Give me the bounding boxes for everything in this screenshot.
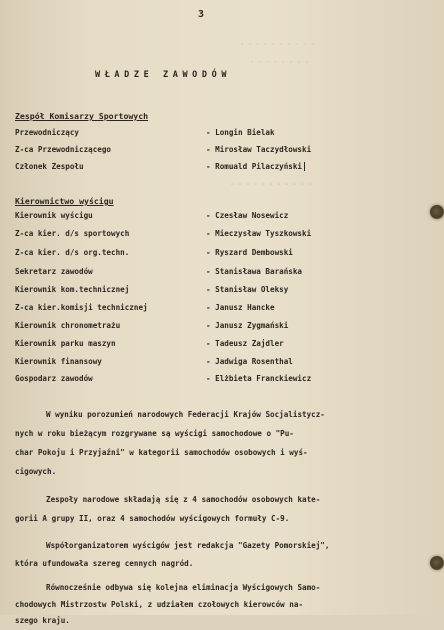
management-row bbox=[15, 267, 425, 281]
show-through: - - - - - - - - - - - bbox=[230, 180, 313, 188]
person-name: - Elżbieta Franckiewicz bbox=[206, 374, 312, 383]
person-name: - Tadeusz Zajdler bbox=[206, 339, 284, 348]
role-label: Kierownik chronometrażu bbox=[15, 321, 121, 330]
role-label: Przewodniczący bbox=[15, 128, 80, 137]
role-label: Z-ca kier. d/s org.techn. bbox=[15, 248, 130, 257]
management-row bbox=[15, 339, 425, 353]
paragraph-line: Równocześnie odbywa się kolejna eliminacja Wyścigowych Samo- bbox=[46, 583, 321, 592]
management-row bbox=[15, 303, 425, 317]
paragraph-line: nych w roku bieżącym rozgrywane są wyścigi samochodowe o "Pu- bbox=[15, 429, 294, 438]
management-row bbox=[15, 211, 425, 225]
paragraph-line: W wyniku porozumień narodowych Federacji Krajów Socjalistycz- bbox=[46, 410, 325, 419]
commissioner-row bbox=[15, 128, 425, 142]
management-heading: Kierownictwo wyścigu bbox=[15, 196, 114, 206]
role-label: Z-ca kier.komisji technicznej bbox=[15, 303, 148, 312]
commissioner-row bbox=[15, 145, 425, 159]
person-name: - Ryszard Dembowski bbox=[206, 248, 293, 257]
person-name: - Stanisław Oleksy bbox=[206, 285, 289, 294]
person-name: - Stanisława Barańska bbox=[206, 267, 303, 276]
management-row bbox=[15, 374, 425, 388]
management-row bbox=[15, 321, 425, 335]
role-label: Kierownik parku maszyn bbox=[15, 339, 116, 348]
paragraph-line: Zespoły narodowe składają się z 4 samochodów osobowych kate- bbox=[46, 495, 321, 504]
person-name: - Janusz Zygmański bbox=[206, 321, 289, 330]
commissioners-heading: Zespół Komisarzy Sportowych bbox=[15, 111, 149, 121]
person-name: - Longin Bielak bbox=[206, 128, 275, 137]
role-label: Członek Zespołu bbox=[15, 162, 84, 171]
role-label: Sekretarz zawodów bbox=[15, 267, 93, 276]
paragraph-line: gorii A grupy II, oraz 4 samochodów wyścigowych formuły C-9. bbox=[15, 514, 290, 523]
role-label: Z-ca Przewodniczącego bbox=[15, 145, 112, 154]
page-title: WŁADZE ZAWODÓW bbox=[95, 70, 232, 80]
punch-hole-icon bbox=[430, 556, 444, 570]
page-number: 3 bbox=[198, 9, 205, 20]
person-name: - Mieczysław Tyszkowski bbox=[206, 229, 312, 238]
management-row bbox=[15, 248, 425, 262]
punch-hole-icon bbox=[430, 205, 444, 219]
paragraph-line: char Pokoju i Przyjaźni" w kategorii samochodów osobowych i wyś- bbox=[15, 448, 308, 457]
role-label: Kierownik wyścigu bbox=[15, 211, 93, 220]
paragraph-line: Współorganizatorem wyścigów jest redakcja "Gazety Pomorskiej", bbox=[46, 541, 330, 550]
person-name: - Czesław Nosewicz bbox=[206, 211, 289, 220]
show-through: - - - - - - - - bbox=[250, 58, 309, 66]
role-label: Gospodarz zawodów bbox=[15, 374, 93, 383]
management-row bbox=[15, 229, 425, 243]
person-name: - Mirosław Taczydłowski bbox=[206, 145, 312, 154]
person-name: - Jadwiga Rosenthal bbox=[206, 357, 293, 366]
role-label: Kierownik finansowy bbox=[15, 357, 102, 366]
show-through: - - - - - - - - - - bbox=[240, 40, 315, 48]
role-label: Kierownik kom.technicznej bbox=[15, 285, 130, 294]
commissioner-row bbox=[15, 162, 425, 176]
person-name: - Janusz Hancke bbox=[206, 303, 275, 312]
person-name: - Romuald Pilaczyński bbox=[206, 162, 305, 171]
paragraph-line: która ufundowała szereg cennych nagród. bbox=[15, 559, 194, 568]
role-label: Z-ca kier. d/s sportowych bbox=[15, 229, 130, 238]
management-row bbox=[15, 357, 425, 371]
paragraph-line: cigowych. bbox=[15, 467, 57, 476]
paragraph-line: chodowych Mistrzostw Polski, z udziałem czołowych kierowców na- bbox=[15, 600, 304, 609]
management-row bbox=[15, 285, 425, 299]
paragraph-line: szego kraju. bbox=[15, 616, 70, 625]
